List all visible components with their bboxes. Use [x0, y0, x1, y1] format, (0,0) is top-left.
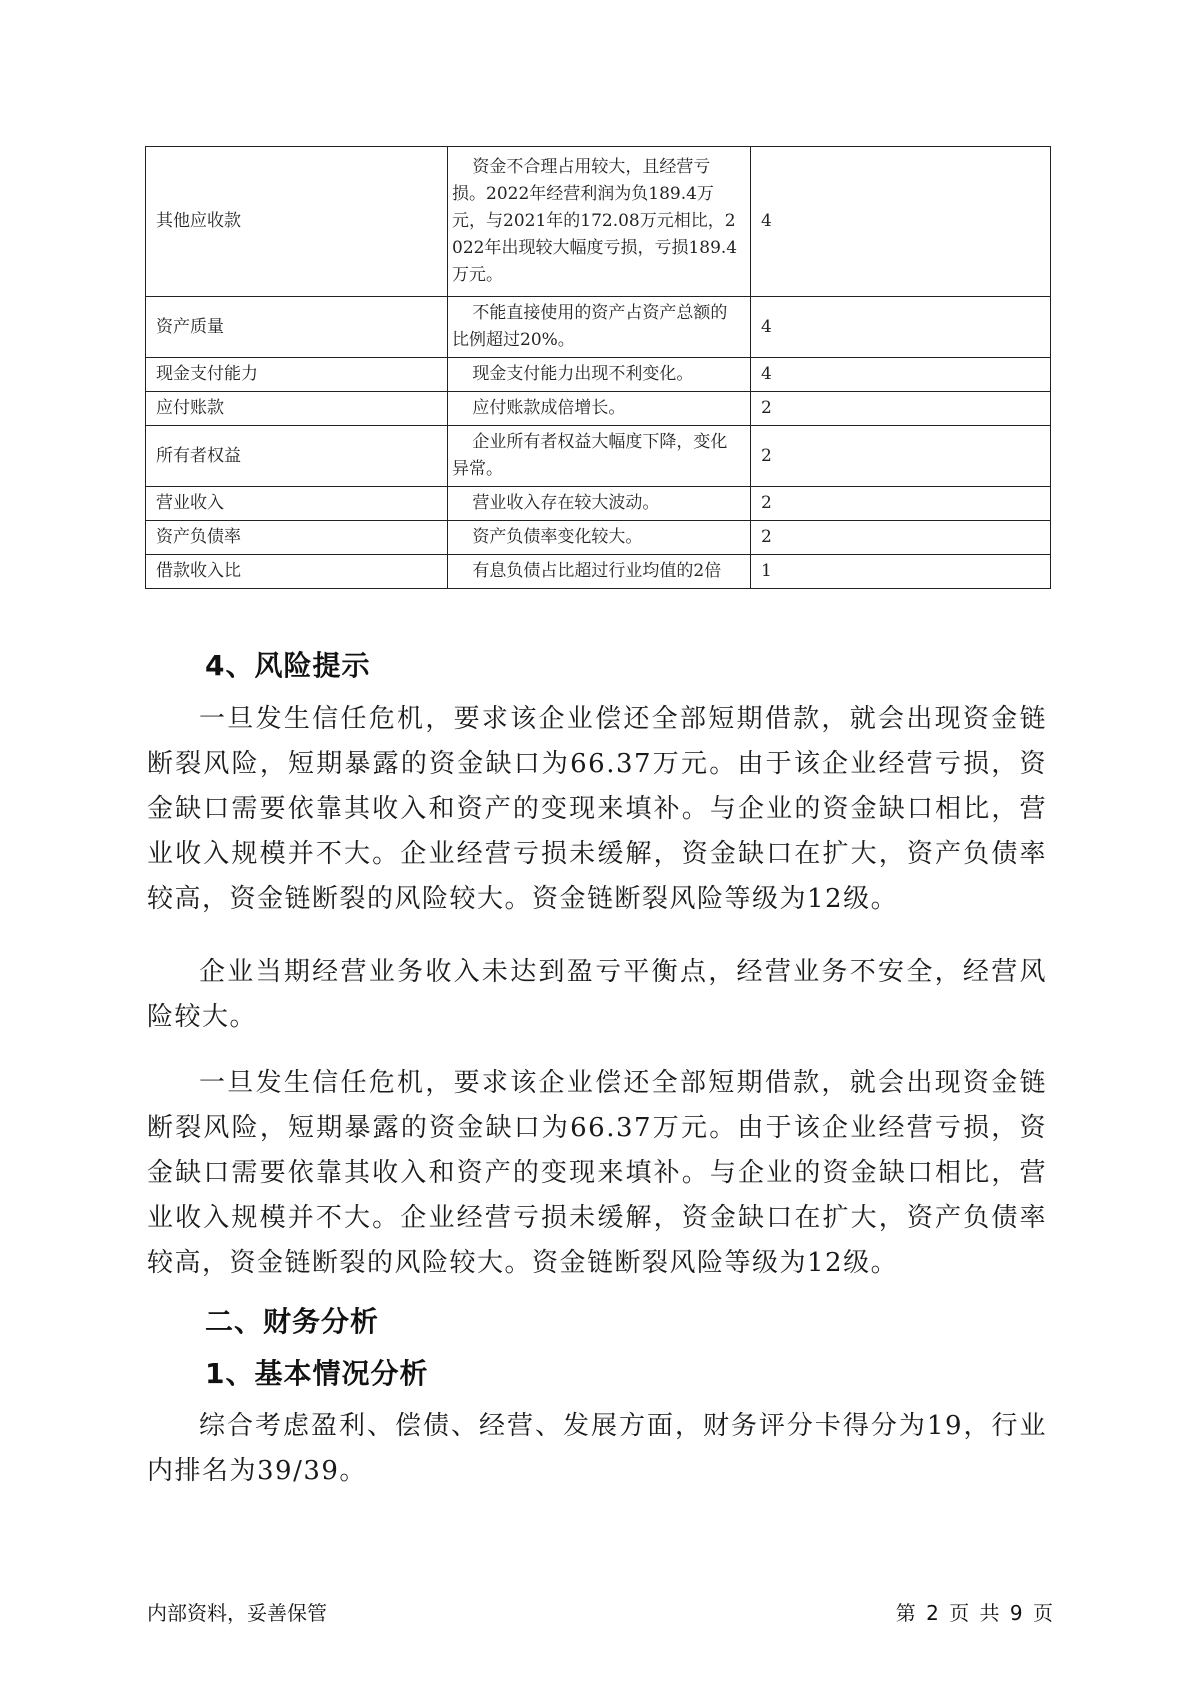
table-cell-score: 4 [751, 297, 1051, 358]
table-cell-item: 资产负债率 [146, 521, 448, 555]
table-cell-score: 2 [751, 426, 1051, 487]
table-row [146, 392, 1051, 426]
risk-paragraph-1: 一旦发生信任危机，要求该企业偿还全部短期借款，就会出现资金链断裂风险，短期暴露的资金缺口为66.37万元。由于该企业经营亏损，资金缺口需要依靠其收入和资产的变现来填补。与企业的资金缺口相比，营业收入规模并不大。企业经营亏损未缓解，资金缺口在扩大，资产负债率较高，资金链断裂的风险较大。资金链断裂风险等级为12级。 [147, 704, 1047, 914]
table-row [146, 555, 1051, 589]
table-cell-desc: 营业收入存在较大波动。 [448, 487, 751, 521]
table-cell-score: 2 [751, 487, 1051, 521]
footer-page-number: 第 2 页 共 9 页 [895, 1601, 1053, 1625]
section-subheading-basic: 1、基本情况分析 [205, 1357, 429, 1390]
table-cell-desc: 资产负债率变化较大。 [448, 521, 751, 555]
section-heading-finance: 二、财务分析 [205, 1305, 380, 1338]
table-row [146, 521, 1051, 555]
finance-paragraph-1: 综合考虑盈利、偿债、经营、发展方面，财务评分卡得分为19，行业内排名为39/39。 [147, 1411, 1047, 1486]
table-cell-desc: 资金不合理占用较大，且经营亏损。2022年经营利润为负189.4万元，与2021年的172.08万元相比，2022年出现较大幅度亏损，亏损189.4万元。 [448, 147, 751, 297]
table-cell-desc: 现金支付能力出现不利变化。 [448, 358, 751, 392]
risk-indicator-table [145, 146, 1051, 589]
table-cell-item: 借款收入比 [146, 555, 448, 589]
table-cell-score: 4 [751, 358, 1051, 392]
table-row [146, 147, 1051, 297]
table-cell-item: 其他应收款 [146, 147, 448, 297]
table-cell-item: 所有者权益 [146, 426, 448, 487]
footer-confidential-note: 内部资料，妥善保管 [147, 1601, 327, 1625]
risk-paragraph-3: 一旦发生信任危机，要求该企业偿还全部短期借款，就会出现资金链断裂风险，短期暴露的资金缺口为66.37万元。由于该企业经营亏损，资金缺口需要依靠其收入和资产的变现来填补。与企业的资金缺口相比，营业收入规模并不大。企业经营亏损未缓解，资金缺口在扩大，资产负债率较高，资金链断裂的风险较大。资金链断裂风险等级为12级。 [147, 1068, 1047, 1278]
section-heading-risk: 4、风险提示 [205, 649, 371, 682]
table-row [146, 358, 1051, 392]
table-cell-score: 1 [751, 555, 1051, 589]
table-cell-item: 资产质量 [146, 297, 448, 358]
table-cell-item: 营业收入 [146, 487, 448, 521]
table-cell-desc: 应付账款成倍增长。 [448, 392, 751, 426]
table-cell-item: 现金支付能力 [146, 358, 448, 392]
table-cell-score: 2 [751, 392, 1051, 426]
table-cell-desc: 企业所有者权益大幅度下降，变化异常。 [448, 426, 751, 487]
table-cell-item: 应付账款 [146, 392, 448, 426]
table-cell-score: 2 [751, 521, 1051, 555]
risk-paragraph-2: 企业当期经营业务收入未达到盈亏平衡点，经营业务不安全，经营风险较大。 [147, 957, 1047, 1032]
table-row [146, 297, 1051, 358]
table-row [146, 426, 1051, 487]
table-cell-score: 4 [751, 147, 1051, 297]
table-cell-desc: 有息负债占比超过行业均值的2倍 [448, 555, 751, 589]
table-row [146, 487, 1051, 521]
table-cell-desc: 不能直接使用的资产占资产总额的比例超过20%。 [448, 297, 751, 358]
